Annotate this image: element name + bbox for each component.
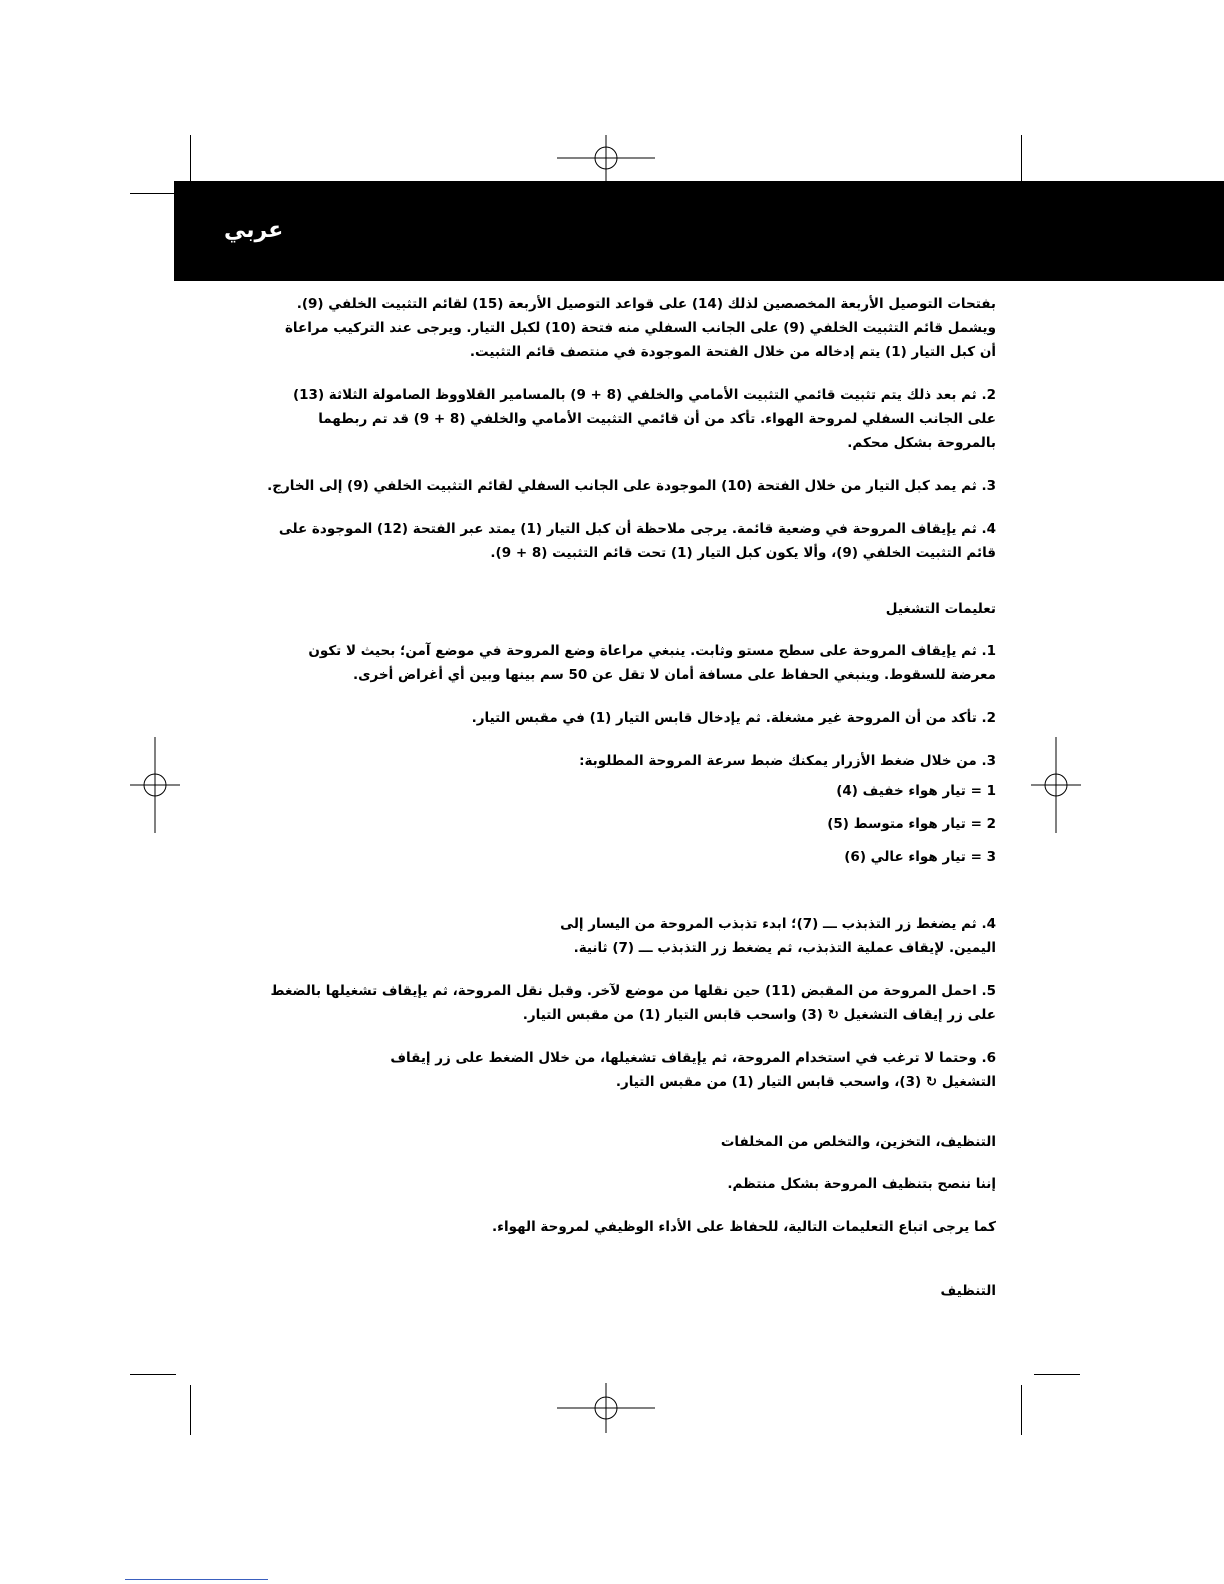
crop-mark-top-left-vertical [190,135,191,185]
cleaning-line-2: كما يرجى اتباع التعليمات التالية، للحفاظ على الأداء الوظيفي لمروحة الهواء. [492,1219,996,1235]
bottom-edge-line [125,1579,268,1580]
crop-mark-bottom-right-vertical [1021,1385,1022,1435]
speed-list [266,775,996,874]
speed-item: 2 = تيار هواء متوسط (5) [827,816,996,832]
registration-mark-right-icon [1031,737,1081,833]
registration-mark-top-icon [557,135,655,185]
crop-mark-bottom-left-vertical [190,1385,191,1435]
operating-step-1: 1. ثم يإيقاف المروحة على سطح مستو وثابت. ينبغي مراعاة وضع المروحة في موضع آمن؛ بحيث لا تكون معرضة للسقوط. وينبغي الحفاظ على مسافة أمان لا تقل عن 50 سم بينها وبين أي أغراض أخرى. [308,643,996,683]
assembly-step-2: 2. ثم بعد ذلك يتم تثبيت قائمي التثبيت الأمامي والخلفي (8 + 9) بالمسامير القلاووظ الصامولة الثلاثة (13) على الجانب السفلي لمروحة الهواء. تأكد من أن قائمي التثبيت الأمامي والخلفي (8 + 9) قد تم ربطهما بالمروحة بشكل محكم. [292,387,996,451]
crop-mark-bottom-right-horizontal [1034,1374,1080,1375]
operating-step-4: 4. ثم يضغط زر التذبذب ـــ (7)؛ ابدء تذبذب المروحة من اليسار إلى اليمين. لإيقاف عملية التذبذب، ثم يضغط زر التذبذب ـــ (7) ثانية. [560,916,996,956]
operating-step-2: 2. تأكد من أن المروحة غير مشغلة. ثم يإدخال قابس التيار (1) في مقبس التيار. [471,710,996,726]
cleaning-subheading: التنظيف [940,1283,996,1299]
operating-heading: تعليمات التشغيل [885,601,996,617]
crop-mark-top-right-vertical [1021,135,1022,185]
speed-item: 1 = تيار هواء خفيف (4) [836,783,996,799]
crop-mark-bottom-left-horizontal [130,1374,176,1375]
header-banner [174,181,1224,281]
speed-item: 3 = تيار هواء عالي (6) [844,849,996,865]
operating-step-5: 5. احمل المروحة من المقبض (11) حين نقلها من موضع لآخر. وقبل نقل المروحة، ثم يإيقاف تشغيلها بالضغط على زر إيقاف التشغيل ↻ (3) واسحب قابس التيار (1) من مقبس التيار. [270,983,996,1023]
cleaning-heading: التنظيف، التخزين، والتخلص من المخلفات [720,1134,996,1150]
operating-step-6: 6. وحتما لا ترغب في استخدام المروحة، ثم يإيقاف تشغيلها، من خلال الضغط على زر إيقاف التشغيل ↻ (3)، واسحب قابس التيار (1) من مقبس التيار. [390,1050,996,1090]
crop-mark-top-left-horizontal [130,193,176,194]
assembly-intro-paragraph: بفتحات التوصيل الأربعة المخصصين لذلك (14) على قواعد التوصيل الأربعة (15) لقائم التثبيت الخلفي (9). ويشمل قائم التثبيت الخلفي (9) على الجانب السفلي منه فتحة (10) لكبل التيار. ويرجى عند التركيب مراعاة أن كبل التيار (1) يتم إدخاله من خلال الفتحة الموجودة في منتصف قائم التثبيت. [284,296,996,360]
operating-step-3: 3. من خلال ضغط الأزرار يمكنك ضبط سرعة المروحة المطلوبة: [579,753,996,769]
registration-mark-left-icon [130,737,180,833]
registration-mark-bottom-icon [557,1383,655,1433]
cleaning-line-1: إننا ننصح بتنظيف المروحة بشكل منتظم. [727,1176,996,1192]
manual-content [266,292,996,1321]
assembly-step-4: 4. ثم يإيقاف المروحة في وضعية قائمة. يرجى ملاحظة أن كبل التيار (1) يمتد عبر الفتحة (12) الموجودة على قائم التثبيت الخلفي (9)، وألا يكون كبل التيار (1) تحت قائم التثبيت (8 + 9). [278,521,996,561]
language-label: عربي [224,218,284,243]
assembly-step-3: 3. ثم يمد كبل التيار من خلال الفتحة (10) الموجودة على الجانب السفلي لقائم التثبيت الخلفي (9) إلى الخارج. [267,478,996,494]
